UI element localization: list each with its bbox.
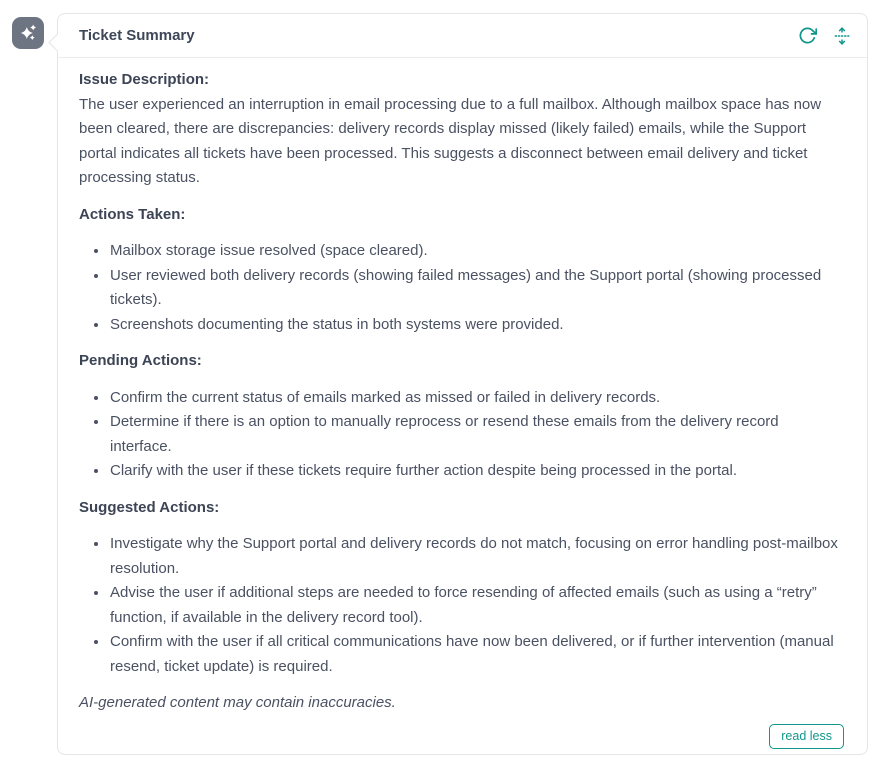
list-item: • Mailbox storage issue resolved (space cleared). (109, 239, 844, 264)
refresh-button[interactable] (798, 26, 817, 45)
resize-vertical-button[interactable] (833, 26, 851, 46)
list-item: • Clarify with the user if these tickets require further action despite being processed in the portal. (109, 459, 844, 484)
ai-assistant-button[interactable] (12, 17, 44, 49)
sparkles-icon (18, 22, 39, 44)
pending-actions-list (79, 386, 844, 484)
suggested-actions-list (79, 532, 844, 679)
list-item: • Investigate why the Support portal and delivery records do not match, focusing on error handling post-mailbox resolution. (109, 532, 844, 581)
card-title: Ticket Summary (79, 27, 195, 44)
section-heading-suggested-actions: Suggested Actions: (79, 498, 220, 516)
read-less-button[interactable]: read less (769, 724, 844, 749)
card-footer (79, 724, 844, 749)
list-item: • User reviewed both delivery records (showing failed messages) and the Support portal (showing processed tickets). (109, 264, 844, 313)
ai-disclaimer-text: AI-generated content may contain inaccuracies. (79, 694, 396, 711)
issue-description-text: The user experienced an interruption in email processing due to a full mailbox. Although mailbox space has now been cleared, there are discrepancies: delivery records display missed (likely failed) emails, while the Support portal indicates all tickets have been processed. This suggests a disconnect between email delivery and ticket processing status. (79, 95, 822, 186)
resize-vertical-icon (833, 26, 851, 46)
header-actions (798, 26, 851, 46)
list-item: • Screenshots documenting the status in both systems were provided. (109, 313, 844, 338)
section-heading-actions-taken: Actions Taken: (79, 205, 186, 223)
refresh-icon (798, 26, 817, 45)
list-item: • Determine if there is an option to manually reprocess or resend these emails from the delivery record interface. (109, 410, 844, 459)
section-heading-pending-actions: Pending Actions: (79, 352, 202, 369)
actions-taken-list (79, 239, 844, 337)
card-header (58, 14, 867, 58)
list-item: • Confirm the current status of emails marked as missed or failed in delivery records. (109, 386, 844, 411)
list-item: • Advise the user if additional steps are needed to force resending of affected emails (such as using a “retry” function, if available in the delivery record tool). (109, 581, 844, 630)
section-heading-issue-description: Issue Description: (79, 71, 210, 88)
list-item: • Confirm with the user if all critical communications have now been delivered, or if further intervention (manual resend, ticket update) is required. (109, 630, 844, 679)
card-body (58, 58, 867, 761)
ticket-summary-card (57, 13, 868, 755)
